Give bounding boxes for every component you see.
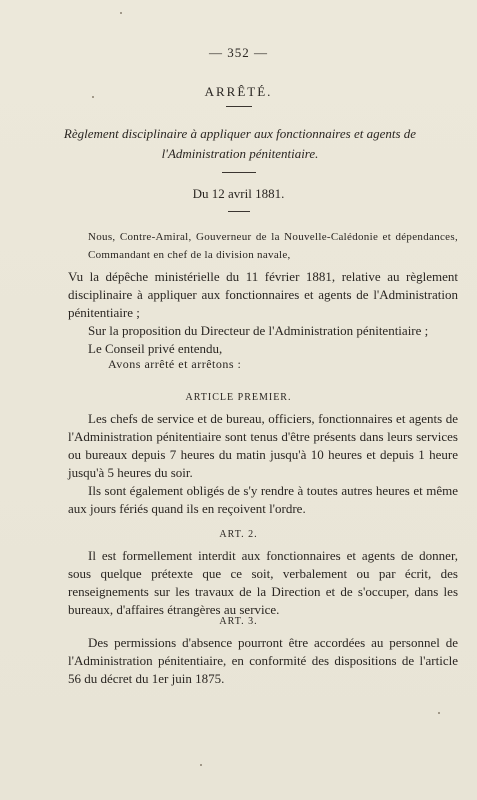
enacting-clause: Avons arrêté et arrêtons : xyxy=(108,357,242,371)
paper-speck xyxy=(120,12,122,14)
document-date: Du 12 avril 1881. xyxy=(192,186,285,201)
article-2-heading: ART. 2. xyxy=(219,529,258,540)
considerant-3: Le Conseil privé entendu, xyxy=(88,341,223,356)
article-1-paragraph-1: Les chefs de service et de bureau, officiers, fonctionnaires et agents de l'Administration pénitentiaire sont tenus d'être présents dans leurs services ou bureaux depuis 7 heures du matin jusqu'à 10 heures et depuis 1 heure jusqu'à 5 heures du soir. xyxy=(68,411,458,480)
paper-speck xyxy=(438,712,440,714)
document-subtitle: Règlement disciplinaire à appliquer aux fonctionnaires et agents de l'Administration pénitentiaire. xyxy=(63,126,417,161)
subtitle-rule xyxy=(222,172,256,173)
title-rule xyxy=(226,106,252,107)
article-2-paragraph-1: Il est formellement interdit aux fonctionnaires et agents de donner, sous quelque prétexte que ce soit, verbalement ou par écrit, des renseignements sur les travaux de la Direction et de s'occuper, dans les bureaux, d'affaires étrangères au service. xyxy=(68,548,458,617)
page-number: — 352 — xyxy=(209,45,268,60)
paper-speck xyxy=(200,764,202,766)
article-1-paragraph-2: Ils sont également obligés de s'y rendre à toutes autres heures et même aux jours fériés quand ils en reçoivent l'ordre. xyxy=(68,483,458,516)
document-title: ARRÊTÉ. xyxy=(204,84,273,99)
article-3-heading: ART. 3. xyxy=(219,616,258,627)
considerant-1: Vu la dépêche ministérielle du 11 février 1881, relative au règlement disciplinaire à appliquer aux fonctionnaires et agents de l'Administration pénitentiaire ; xyxy=(68,269,458,320)
article-1-heading: ARTICLE PREMIER. xyxy=(185,392,292,403)
considerant-2: Sur la proposition du Directeur de l'Administration pénitentiaire ; xyxy=(88,323,429,338)
date-rule xyxy=(228,211,250,212)
preamble: Nous, Contre-Amiral, Gouverneur de la Nouvelle-Calédonie et dépendances, Commandant en chef de la division navale, xyxy=(88,231,458,261)
article-3-paragraph-1: Des permissions d'absence pourront être accordées au personnel de l'Administration pénitentiaire, en conformité des dispositions de l'article 56 du décret du 1er juin 1875. xyxy=(68,635,458,686)
paper-speck xyxy=(92,96,94,98)
